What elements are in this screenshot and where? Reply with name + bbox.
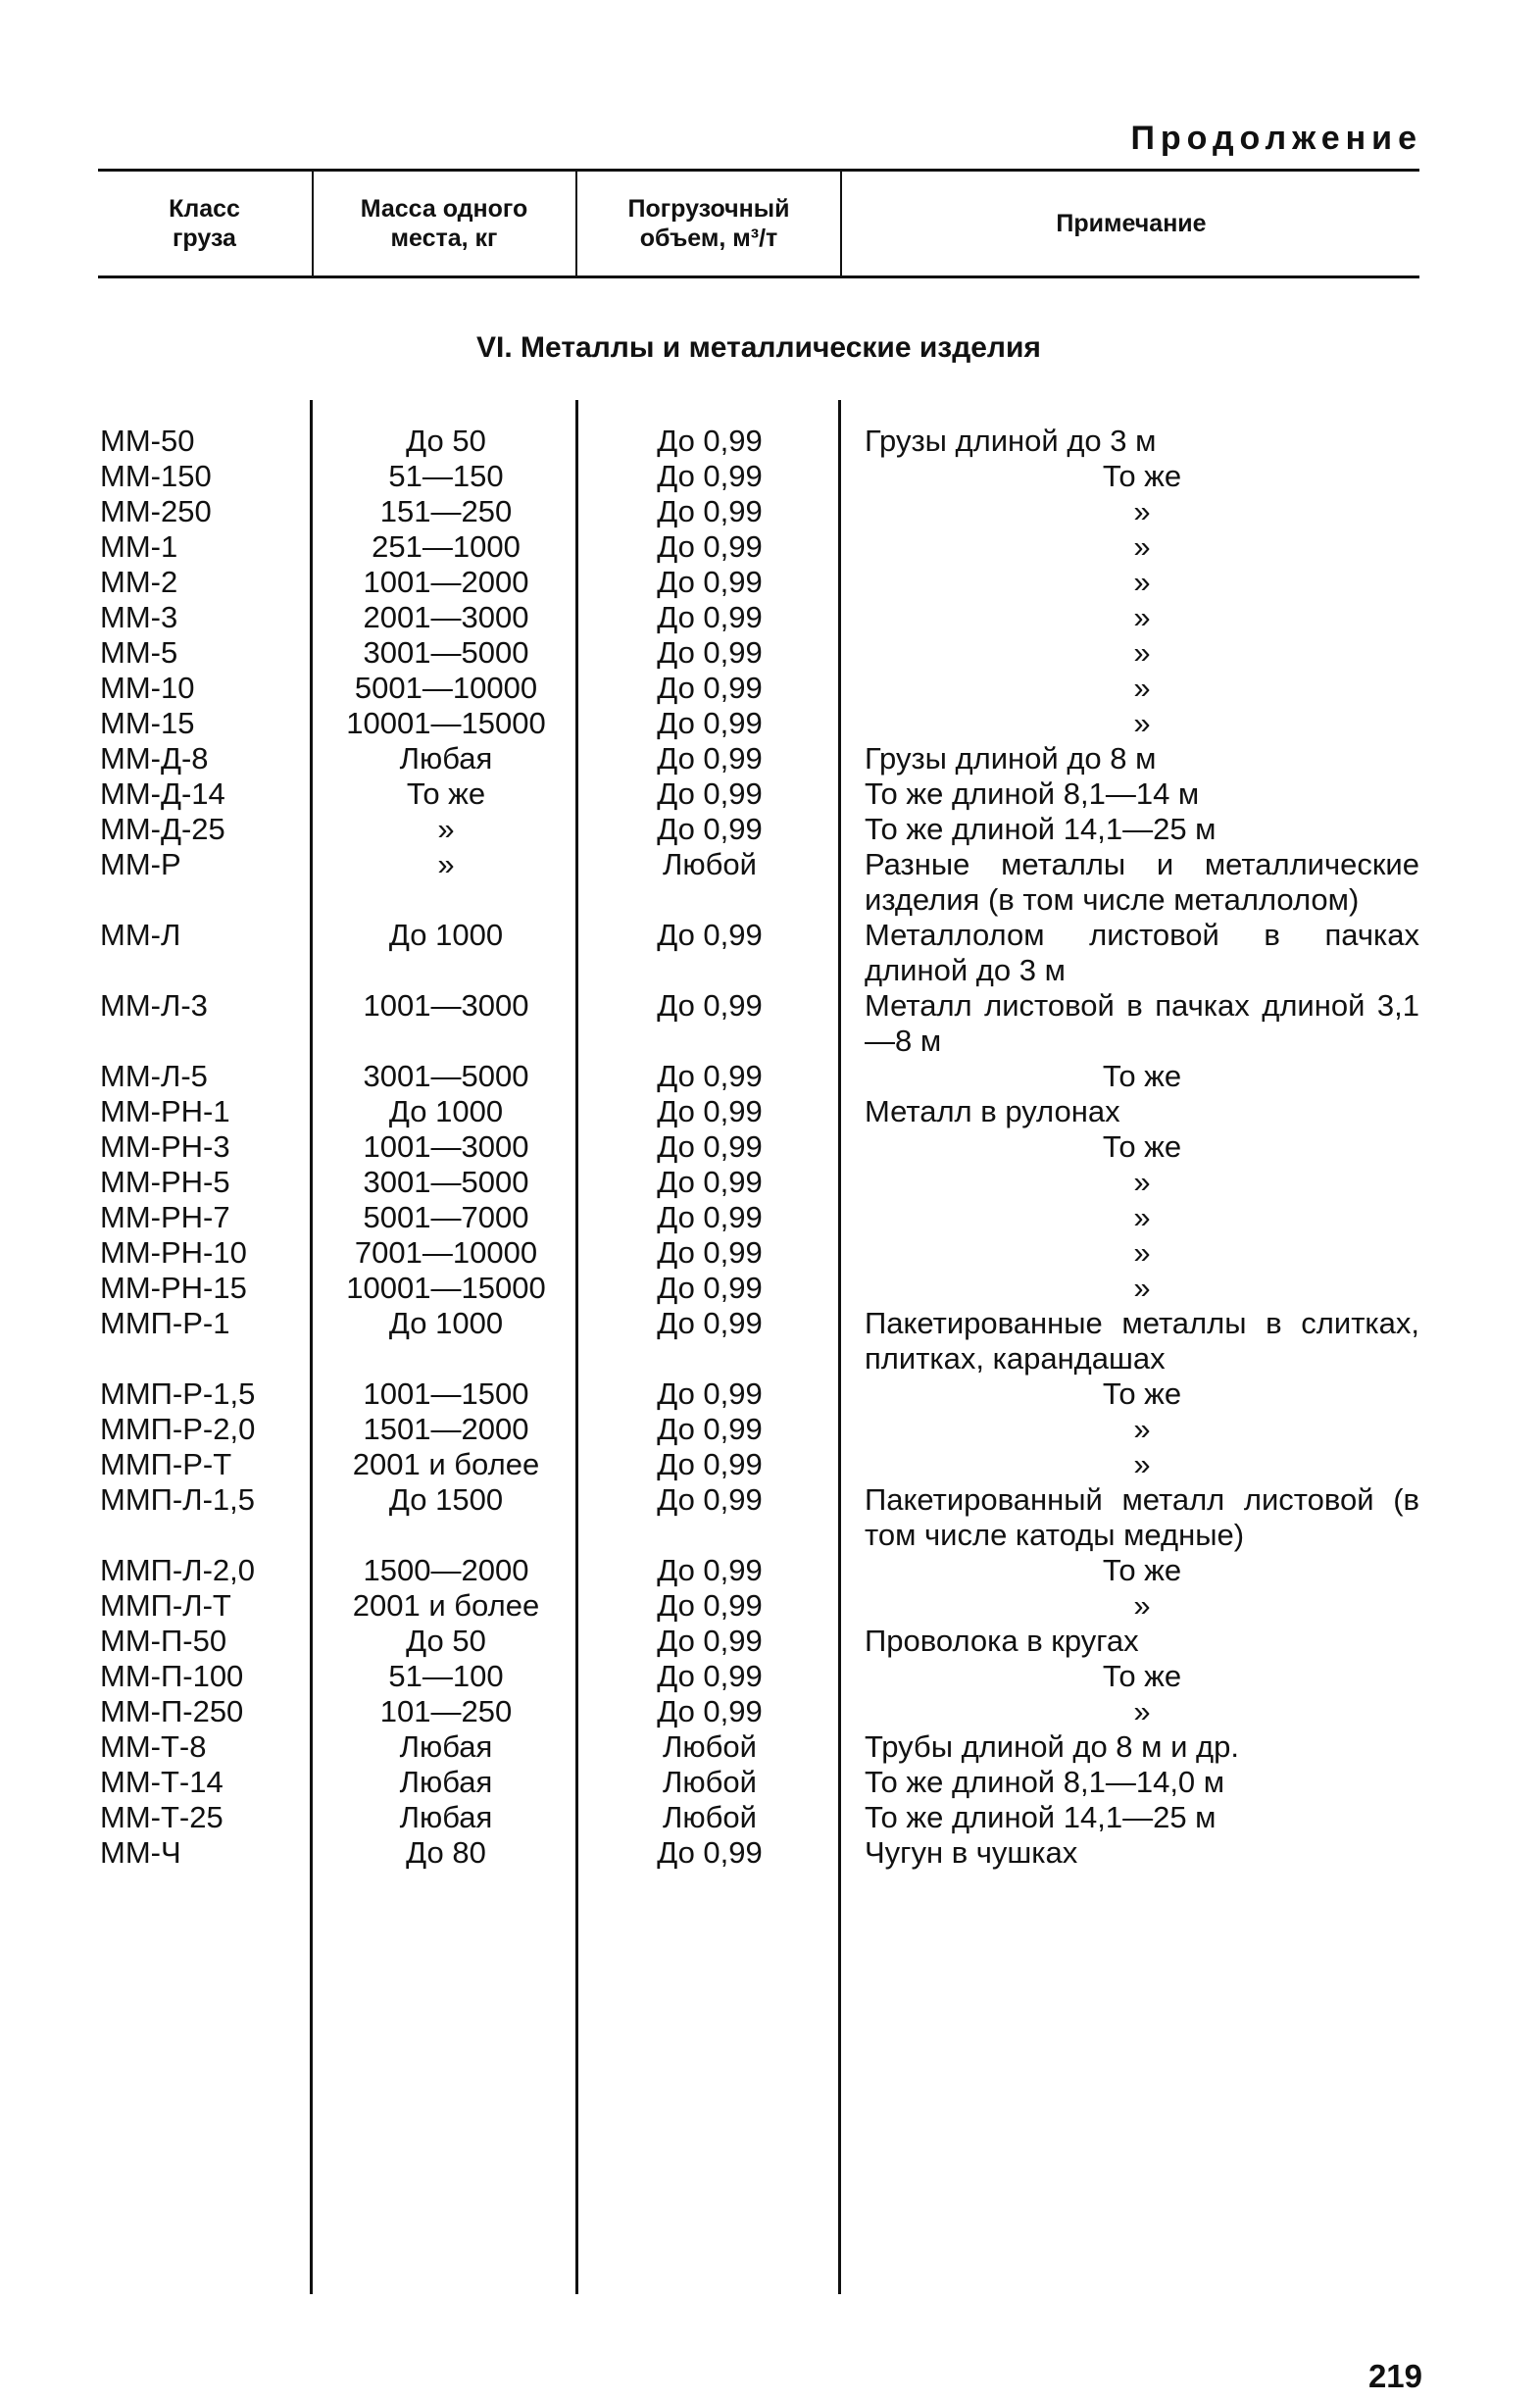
table-row	[98, 1306, 1419, 1376]
volume-cell: Любой	[663, 1729, 757, 1764]
mass-cell: 1001—3000	[363, 988, 529, 1023]
table-header-rule	[98, 275, 1419, 278]
volume-cell: До 0,99	[657, 1129, 763, 1164]
table-row	[98, 1800, 1419, 1835]
mass-cell: 5001—7000	[363, 1200, 529, 1234]
table-row	[98, 1447, 1419, 1482]
cargo-class-cell: ММ-Л-3	[100, 988, 208, 1023]
table-row	[98, 1412, 1419, 1447]
note-cell: Грузы длиной до 3 м	[865, 424, 1157, 458]
volume-cell: До 0,99	[657, 1165, 763, 1199]
table-row	[98, 1200, 1419, 1235]
note-cell: »	[1133, 1694, 1151, 1728]
volume-cell: До 0,99	[657, 1588, 763, 1623]
table-row	[98, 1729, 1419, 1765]
mass-cell: До 80	[406, 1835, 486, 1870]
table-row	[98, 494, 1419, 529]
cargo-class-cell: ММ-250	[100, 494, 212, 528]
mass-cell: До 1000	[388, 1094, 504, 1128]
mass-cell: 1501—2000	[363, 1412, 529, 1446]
table-row	[98, 1482, 1419, 1553]
cargo-class-cell: ММ-Д-8	[100, 741, 209, 776]
table-row	[98, 776, 1419, 812]
cargo-class-cell: ММП-Л-2,0	[100, 1553, 256, 1587]
mass-cell: 51—100	[388, 1659, 504, 1693]
header-note: Примечание	[1056, 210, 1207, 237]
mass-cell: До 1000	[388, 918, 504, 952]
note-cell: То же длиной 14,1—25 м	[865, 1800, 1217, 1834]
note-cell: Проволока в кругах	[865, 1624, 1139, 1658]
table-row	[98, 635, 1419, 671]
page-number: 219	[1367, 2358, 1422, 2394]
note-cell: Металл в рулонах	[865, 1094, 1120, 1128]
table-row	[98, 1094, 1419, 1129]
note-cell: Чугун в чушках	[865, 1835, 1078, 1870]
cargo-class-cell: ММ-РН-10	[100, 1235, 247, 1270]
volume-cell: До 0,99	[657, 459, 763, 493]
volume-cell: До 0,99	[657, 918, 763, 952]
cargo-class-cell: ММ-Д-14	[100, 776, 225, 811]
mass-cell: До 1500	[388, 1482, 504, 1517]
mass-cell: Любая	[399, 1800, 493, 1834]
cargo-class-cell: ММ-Т-8	[100, 1729, 207, 1764]
note-cell: »	[1133, 706, 1151, 740]
mass-cell: 101—250	[379, 1694, 513, 1728]
note-cell: »	[1133, 529, 1151, 564]
note-cell: То же	[1102, 1376, 1182, 1411]
volume-cell: До 0,99	[657, 1306, 763, 1340]
cargo-class-cell: ММ-2	[100, 565, 178, 599]
cargo-class-cell: ММ-15	[100, 706, 195, 740]
note-cell: Пакетированный металл листовой (в том числе катоды медные)	[865, 1482, 1419, 1552]
cargo-class-cell: ММ-Ч	[100, 1835, 181, 1870]
cargo-class-cell: ММ-Т-14	[100, 1765, 224, 1799]
volume-cell: До 0,99	[657, 776, 763, 811]
cargo-class-cell: ММП-Р-Т	[100, 1447, 232, 1481]
cargo-class-cell: ММ-П-250	[100, 1694, 244, 1728]
note-cell: »	[1133, 600, 1151, 634]
table-row	[98, 600, 1419, 635]
cargo-class-cell: ММ-Д-25	[100, 812, 225, 846]
mass-cell: 10001—15000	[346, 706, 546, 740]
volume-cell: До 0,99	[657, 1659, 763, 1693]
note-cell: »	[1133, 1165, 1151, 1199]
table-row	[98, 459, 1419, 494]
note-cell: Трубы длиной до 8 м и др.	[865, 1729, 1239, 1764]
volume-cell: До 0,99	[657, 1553, 763, 1587]
cargo-class-cell: ММ-РН-7	[100, 1200, 230, 1234]
note-cell: »	[1133, 635, 1151, 670]
header-divider	[575, 172, 577, 275]
volume-cell: До 0,99	[657, 1271, 763, 1305]
volume-cell: До 0,99	[657, 565, 763, 599]
cargo-class-cell: ММП-Р-1,5	[100, 1376, 256, 1411]
mass-cell: 5001—10000	[354, 671, 538, 705]
mass-cell: 1001—3000	[363, 1129, 529, 1164]
mass-cell: 3001—5000	[363, 1059, 529, 1093]
cargo-class-cell: ММП-Р-1	[100, 1306, 230, 1340]
volume-cell: До 0,99	[657, 988, 763, 1023]
table-row	[98, 565, 1419, 600]
table-row	[98, 529, 1419, 565]
mass-cell: 7001—10000	[354, 1235, 538, 1270]
mass-cell: »	[437, 812, 455, 846]
cargo-class-cell: ММ-П-100	[100, 1659, 244, 1693]
volume-cell: До 0,99	[657, 1624, 763, 1658]
table-row	[98, 1835, 1419, 1871]
table-row	[98, 1694, 1419, 1729]
mass-cell: Любая	[399, 741, 493, 776]
mass-cell: »	[437, 847, 455, 881]
volume-cell: До 0,99	[657, 424, 763, 458]
table-row	[98, 1765, 1419, 1800]
volume-cell: До 0,99	[657, 1412, 763, 1446]
table-row	[98, 424, 1419, 459]
table-row	[98, 1588, 1419, 1624]
mass-cell: Любая	[399, 1729, 493, 1764]
note-cell: Пакетированные металлы в слитках, плитках, карандашах	[865, 1306, 1419, 1376]
volume-cell: До 0,99	[657, 600, 763, 634]
note-cell: »	[1133, 565, 1151, 599]
table-row	[98, 1165, 1419, 1200]
volume-cell: До 0,99	[657, 1482, 763, 1517]
table-row	[98, 1624, 1419, 1659]
note-cell: То же длиной 8,1—14,0 м	[865, 1765, 1225, 1799]
volume-cell: До 0,99	[657, 1200, 763, 1234]
cargo-class-cell: ММ-50	[100, 424, 195, 458]
mass-cell: 3001—5000	[363, 1165, 529, 1199]
mass-cell: До 50	[406, 424, 486, 458]
note-cell: »	[1133, 671, 1151, 705]
table-body	[98, 424, 1419, 1871]
mass-cell: До 1000	[388, 1306, 504, 1340]
cargo-class-cell: ММ-Л	[100, 918, 181, 952]
cargo-class-cell: ММ-РН-3	[100, 1129, 230, 1164]
mass-cell: 2001 и более	[352, 1447, 540, 1481]
volume-cell: Любой	[663, 847, 757, 881]
cargo-class-cell: ММ-Л-5	[100, 1059, 208, 1093]
volume-cell: До 0,99	[657, 494, 763, 528]
mass-cell: 251—1000	[372, 529, 521, 564]
note-cell: Разные металлы и металлические изделия (в том числе металлолом)	[865, 847, 1419, 917]
note-cell: »	[1133, 1412, 1151, 1446]
table-row	[98, 671, 1419, 706]
note-cell: То же	[1102, 1553, 1182, 1587]
note-cell: То же	[1102, 1659, 1182, 1693]
table-row	[98, 1376, 1419, 1412]
mass-cell: 10001—15000	[346, 1271, 546, 1305]
volume-cell: До 0,99	[657, 1694, 763, 1728]
note-cell: »	[1133, 1271, 1151, 1305]
continued-label: Продолжение	[1130, 120, 1422, 157]
table-row	[98, 1659, 1419, 1694]
volume-cell: До 0,99	[657, 1835, 763, 1870]
mass-cell: 1500—2000	[363, 1553, 529, 1587]
note-cell: То же длиной 8,1—14 м	[865, 776, 1200, 811]
table-row	[98, 706, 1419, 741]
volume-cell: До 0,99	[657, 1235, 763, 1270]
cargo-class-cell: ММП-Л-Т	[100, 1588, 231, 1623]
mass-cell: То же	[406, 776, 486, 811]
volume-cell: До 0,99	[657, 635, 763, 670]
section-title: VI. Металлы и металлические изделия	[476, 331, 1041, 364]
mass-cell: 1001—1500	[363, 1376, 529, 1411]
cargo-class-cell: ММП-Р-2,0	[100, 1412, 256, 1446]
volume-cell: До 0,99	[657, 529, 763, 564]
cargo-class-cell: ММ-Т-25	[100, 1800, 224, 1834]
note-cell: То же длиной 14,1—25 м	[865, 812, 1217, 846]
table-row	[98, 847, 1419, 918]
mass-cell: 2001—3000	[363, 600, 529, 634]
cargo-class-cell: ММ-5	[100, 635, 178, 670]
mass-cell: 151—250	[379, 494, 513, 528]
note-cell: »	[1133, 1200, 1151, 1234]
header-volume: Погрузочный объем, м³/т	[627, 195, 790, 252]
volume-cell: До 0,99	[657, 812, 763, 846]
cargo-class-cell: ММ-РН-5	[100, 1165, 230, 1199]
table-row	[98, 988, 1419, 1059]
note-cell: »	[1133, 1588, 1151, 1623]
table-row	[98, 1553, 1419, 1588]
cargo-class-cell: ММ-150	[100, 459, 212, 493]
mass-cell: 1001—2000	[363, 565, 529, 599]
note-cell: То же	[1102, 459, 1182, 493]
cargo-class-cell: ММ-1	[100, 529, 178, 564]
note-cell: »	[1133, 494, 1151, 528]
cargo-class-cell: ММП-Л-1,5	[100, 1482, 256, 1517]
table-row	[98, 1059, 1419, 1094]
cargo-class-cell: ММ-П-50	[100, 1624, 227, 1658]
note-cell: »	[1133, 1447, 1151, 1481]
header-mass: Масса одного места, кг	[360, 195, 528, 252]
table-row	[98, 918, 1419, 988]
note-cell: Металлолом листовой в пачках длиной до 3 м	[865, 918, 1419, 987]
header-divider	[840, 172, 842, 275]
note-cell: Грузы длиной до 8 м	[865, 741, 1157, 776]
cargo-class-cell: ММ-Р	[100, 847, 181, 881]
mass-cell: 2001 и более	[352, 1588, 540, 1623]
mass-cell: До 50	[406, 1624, 486, 1658]
cargo-class-cell: ММ-3	[100, 600, 178, 634]
volume-cell: До 0,99	[657, 671, 763, 705]
mass-cell: Любая	[399, 1765, 493, 1799]
mass-cell: 3001—5000	[363, 635, 529, 670]
volume-cell: До 0,99	[657, 741, 763, 776]
cargo-class-cell: ММ-10	[100, 671, 195, 705]
note-cell: То же	[1102, 1059, 1182, 1093]
volume-cell: До 0,99	[657, 1094, 763, 1128]
table-row	[98, 812, 1419, 847]
table-row	[98, 1235, 1419, 1271]
volume-cell: До 0,99	[657, 1376, 763, 1411]
note-cell: То же	[1102, 1129, 1182, 1164]
cargo-class-cell: ММ-РН-15	[100, 1271, 247, 1305]
volume-cell: До 0,99	[657, 706, 763, 740]
table-row	[98, 1129, 1419, 1165]
volume-cell: Любой	[663, 1800, 757, 1834]
volume-cell: До 0,99	[657, 1447, 763, 1481]
note-cell: Металл листовой в пачках длиной 3,1—8 м	[865, 988, 1419, 1058]
mass-cell: 51—150	[388, 459, 504, 493]
volume-cell: Любой	[663, 1765, 757, 1799]
cargo-class-cell: ММ-РН-1	[100, 1094, 230, 1128]
table-row	[98, 1271, 1419, 1306]
header-class: Класс груза	[169, 195, 240, 252]
table-row	[98, 741, 1419, 776]
volume-cell: До 0,99	[657, 1059, 763, 1093]
note-cell: »	[1133, 1235, 1151, 1270]
